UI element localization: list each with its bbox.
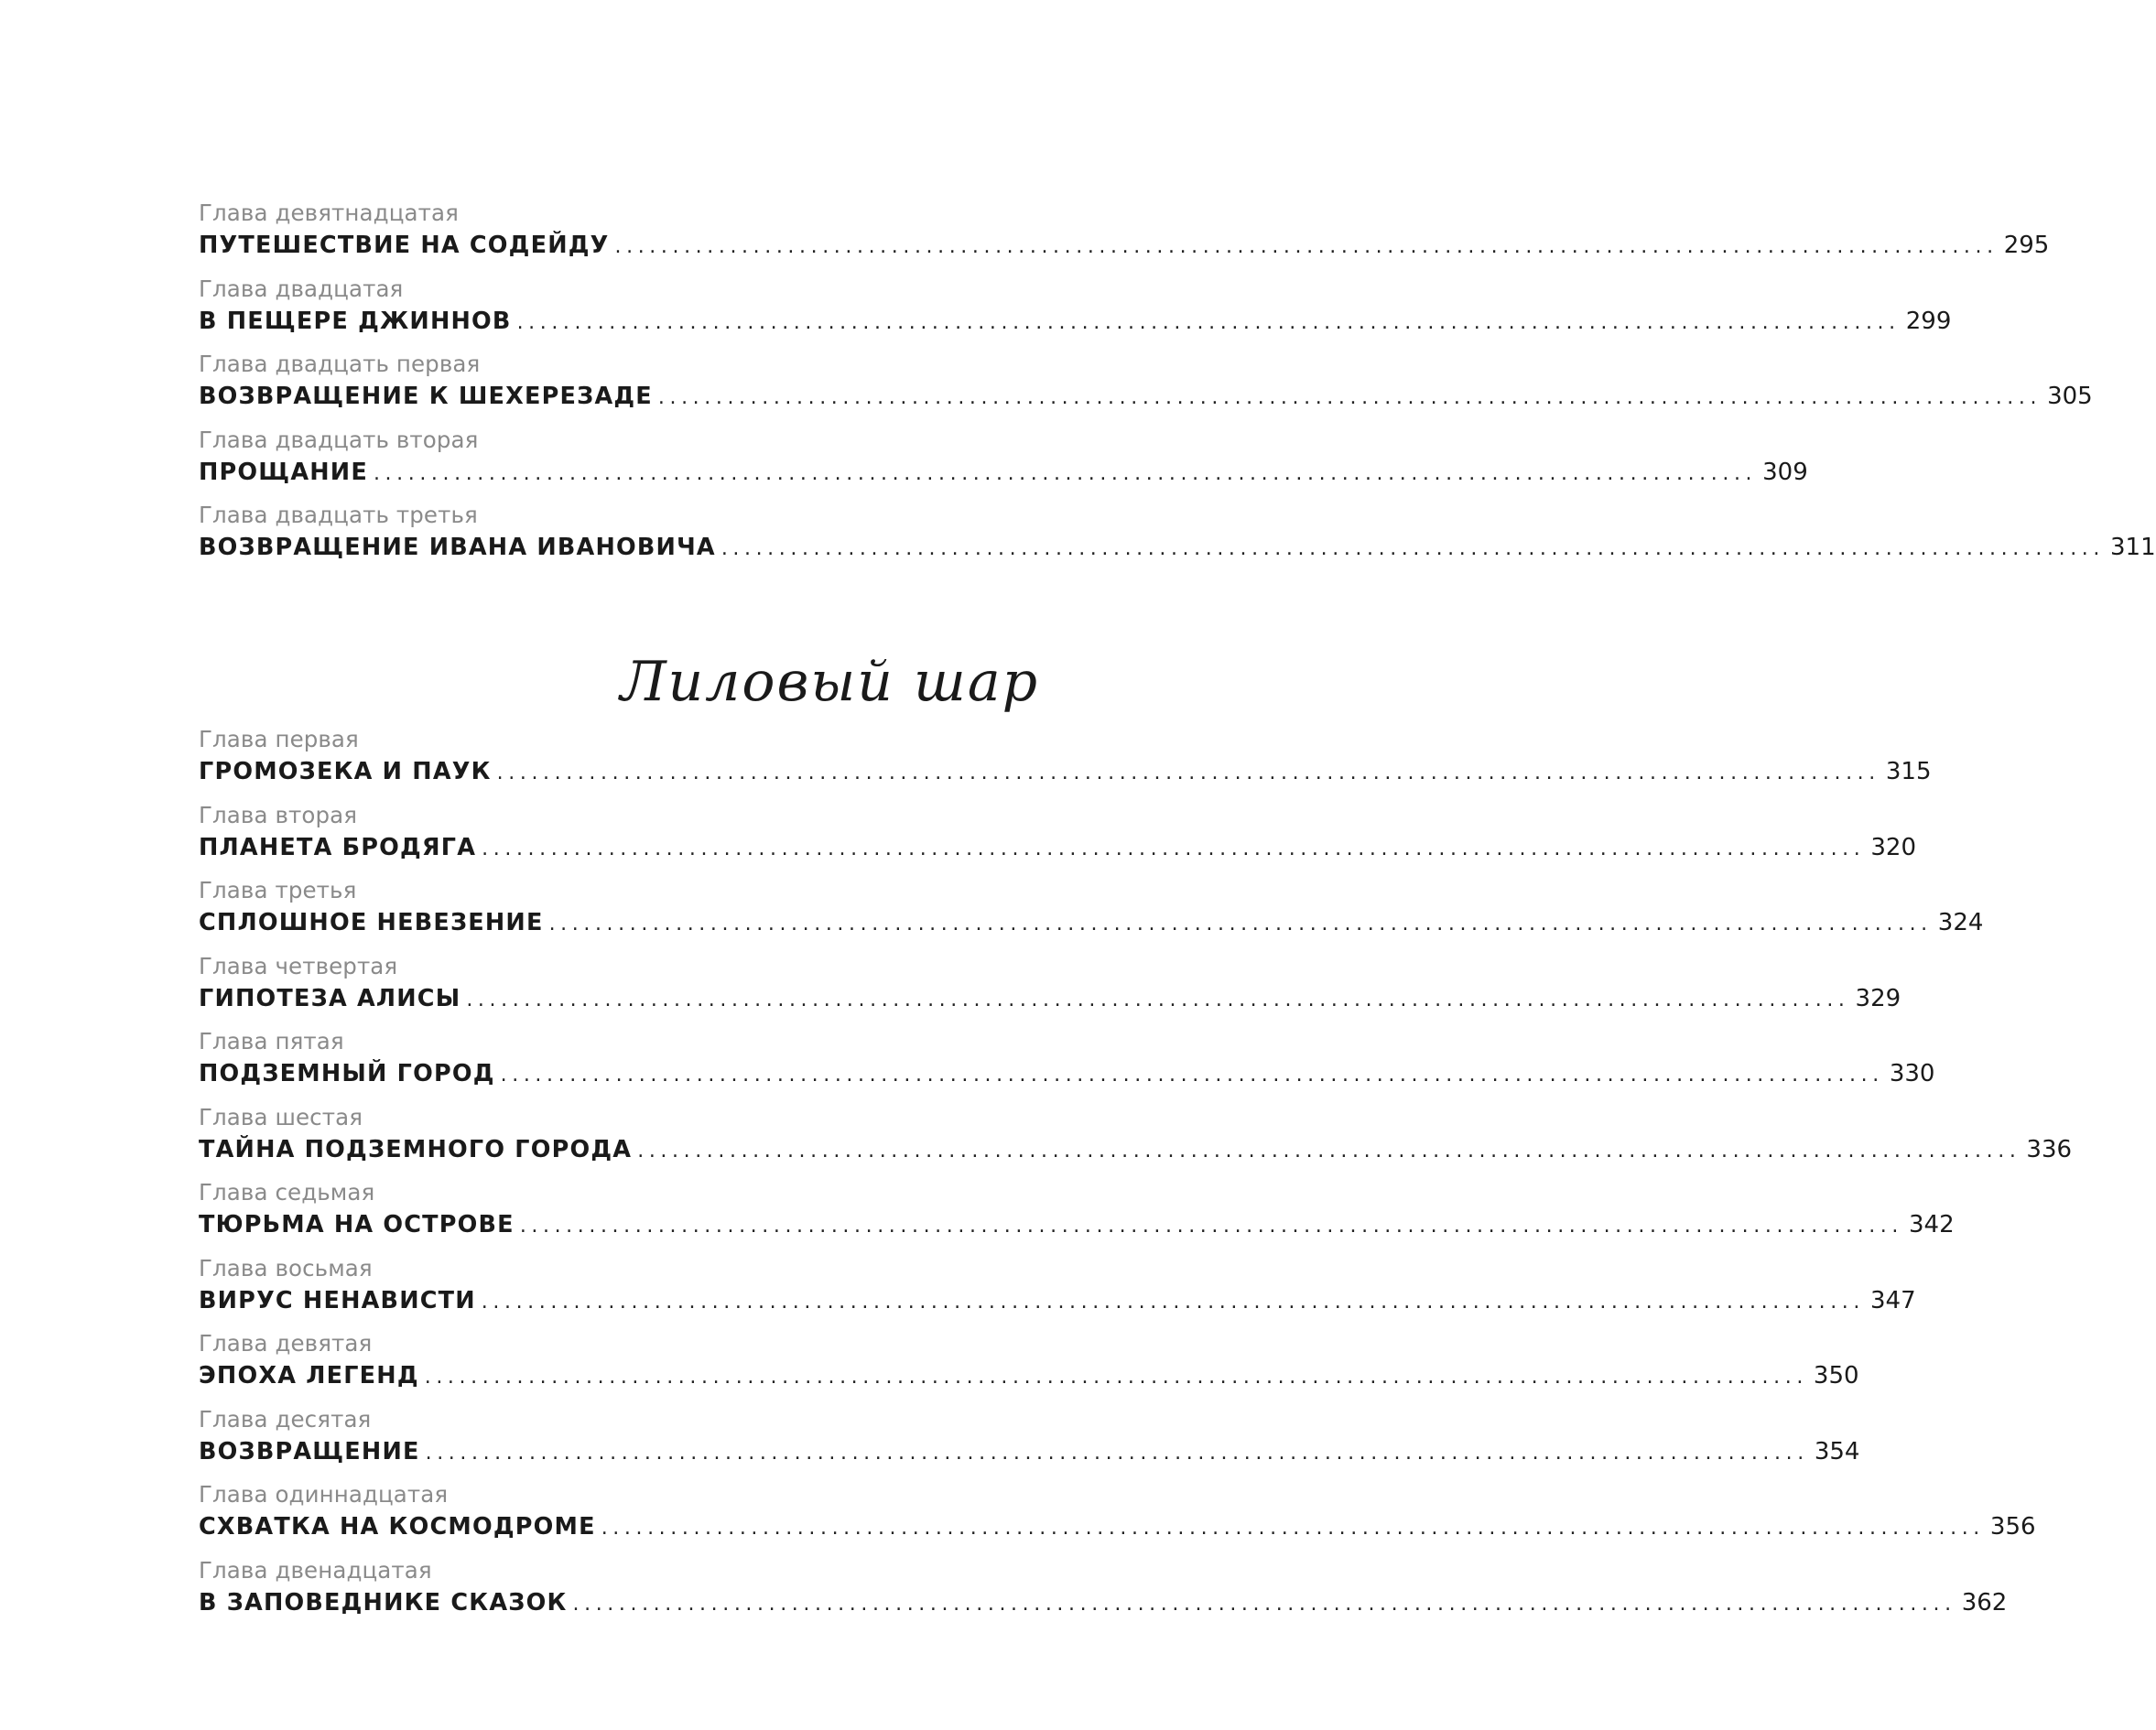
chapter-title: СПЛОШНОЕ НЕВЕЗЕНИЕ xyxy=(199,909,544,936)
toc-section-previous-part xyxy=(199,200,2156,578)
chapter-line xyxy=(199,753,1932,790)
dot-leader: ........................................................................................................................ xyxy=(500,1064,1884,1087)
chapter-number: Глава двадцатая xyxy=(199,275,404,302)
dot-leader: ........................................................................................................................ xyxy=(548,913,1933,935)
chapter-number: Глава одиннадцатая xyxy=(199,1481,449,1508)
page-number: 305 xyxy=(2047,383,2093,410)
toc-entry[interactable] xyxy=(199,1179,1955,1255)
page-number: 330 xyxy=(1889,1060,1935,1087)
chapter-number: Глава четвертая xyxy=(199,952,398,979)
chapter-line xyxy=(199,227,2050,264)
page-number: 309 xyxy=(1762,458,1808,486)
chapter-line xyxy=(199,1282,1916,1319)
chapter-number: Глава шестая xyxy=(199,1103,363,1130)
toc-entry[interactable] xyxy=(199,801,1916,878)
chapter-number: Глава восьмая xyxy=(199,1254,373,1281)
dot-leader: ........................................................................................................................ xyxy=(657,386,2042,409)
chapter-title: В ПЕЩЕРЕ ДЖИННОВ xyxy=(199,307,512,335)
chapter-line xyxy=(199,1433,1860,1470)
page-number: 315 xyxy=(1885,758,1932,785)
dot-leader: ........................................................................................................................ xyxy=(637,1139,2021,1162)
page-number: 356 xyxy=(1989,1513,2036,1541)
dot-leader: ........................................................................................................................ xyxy=(496,762,1880,784)
chapter-title: ГРОМОЗЕКА И ПАУК xyxy=(199,758,492,785)
toc-entry[interactable] xyxy=(199,1556,2008,1633)
chapter-title: ПОДЗЕМНЫЙ ГОРОД xyxy=(199,1060,495,1087)
chapter-title: ВОЗВРАЩЕНИЕ ИВАНА ИВАНОВИЧА xyxy=(199,534,716,561)
dot-leader: ........................................................................................................................ xyxy=(373,461,1758,485)
toc-entry[interactable] xyxy=(199,952,1901,1029)
chapter-title: В ЗАПОВЕДНИКЕ СКАЗОК xyxy=(199,1588,568,1616)
chapter-number: Глава двадцать первая xyxy=(199,351,481,377)
chapter-title: ГИПОТЕЗА АЛИСЫ xyxy=(199,984,461,1012)
page-number: 329 xyxy=(1855,984,1901,1012)
chapter-line xyxy=(199,378,2093,415)
toc-entry[interactable] xyxy=(199,1330,1859,1406)
chapter-number: Глава девятнадцатая xyxy=(199,200,459,226)
chapter-title: СХВАТКА НА КОСМОДРОМЕ xyxy=(199,1513,596,1541)
chapter-line xyxy=(199,980,1901,1017)
dot-leader: ........................................................................................................................ xyxy=(519,1215,1903,1238)
toc-entry[interactable] xyxy=(199,426,1808,503)
dot-leader: ........................................................................................................................ xyxy=(720,537,2105,560)
dot-leader: ........................................................................................................................ xyxy=(516,310,1901,334)
toc-entry[interactable] xyxy=(199,726,1932,802)
dot-leader: ........................................................................................................................ xyxy=(614,235,1999,258)
chapter-title: ТАЙНА ПОДЗЕМНОГО ГОРОДА xyxy=(199,1135,633,1163)
chapter-number: Глава седьмая xyxy=(199,1179,375,1206)
toc-entry[interactable] xyxy=(199,1028,1935,1104)
chapter-title: ПЛАНЕТА БРОДЯГА xyxy=(199,833,477,861)
page-number: 336 xyxy=(2026,1135,2073,1163)
chapter-title: ВИРУС НЕНАВИСТИ xyxy=(199,1286,476,1314)
chapter-line xyxy=(199,1206,1955,1243)
chapter-number: Глава десятая xyxy=(199,1405,372,1433)
chapter-number: Глава вторая xyxy=(199,801,358,828)
dot-leader: ........................................................................................................................ xyxy=(572,1592,1956,1616)
chapter-line xyxy=(199,1131,2073,1168)
page-number: 347 xyxy=(1869,1286,1916,1314)
toc-entry[interactable] xyxy=(199,502,2156,578)
page-number: 299 xyxy=(1905,307,1952,335)
toc-entry[interactable] xyxy=(199,275,1952,351)
page-number: 311 xyxy=(2110,534,2156,561)
dot-leader: ........................................................................................................................ xyxy=(425,1441,1809,1465)
dot-leader: ........................................................................................................................ xyxy=(466,988,1850,1011)
chapter-number: Глава пятая xyxy=(199,1028,344,1054)
toc-entry[interactable] xyxy=(199,1103,2073,1180)
chapter-number: Глава девятая xyxy=(199,1330,373,1357)
chapter-line xyxy=(199,1357,1859,1394)
chapter-line xyxy=(199,1584,2008,1621)
chapter-line xyxy=(199,829,1916,866)
page-number: 320 xyxy=(1870,833,1916,861)
page-number: 342 xyxy=(1909,1211,1955,1238)
dot-leader: ........................................................................................................................ xyxy=(481,1290,1865,1314)
chapter-number: Глава двадцать вторая xyxy=(199,426,479,453)
chapter-number: Глава двенадцатая xyxy=(199,1556,432,1584)
toc-entry[interactable] xyxy=(199,877,1984,953)
dot-leader: ........................................................................................................................ xyxy=(424,1366,1808,1389)
chapter-title: ТЮРЬМА НА ОСТРОВЕ xyxy=(199,1211,515,1238)
page-number: 362 xyxy=(1961,1588,2008,1616)
dot-leader: ........................................................................................................................ xyxy=(482,837,1866,860)
toc-entry[interactable] xyxy=(199,1405,1860,1482)
chapter-line xyxy=(199,454,1808,491)
part-title: Лиловый шар xyxy=(620,650,1039,714)
chapter-line xyxy=(199,303,1952,340)
chapter-line xyxy=(199,1508,2036,1545)
chapter-line xyxy=(199,529,2156,566)
chapter-number: Глава третья xyxy=(199,877,357,903)
dot-leader: ........................................................................................................................ xyxy=(601,1517,1985,1540)
toc-section-lilac-ball xyxy=(199,726,2073,1632)
page-number: 354 xyxy=(1814,1437,1860,1465)
toc-entry[interactable] xyxy=(199,200,2050,276)
chapter-title: ПУТЕШЕСТВИЕ НА СОДЕЙДУ xyxy=(199,232,610,259)
toc-entry[interactable] xyxy=(199,1254,1916,1331)
chapter-title: ЭПОХА ЛЕГЕНД xyxy=(199,1362,419,1389)
chapter-title: ПРОЩАНИЕ xyxy=(199,458,368,486)
chapter-number: Глава первая xyxy=(199,726,359,752)
toc-entry[interactable] xyxy=(199,1481,2036,1557)
chapter-number: Глава двадцать третья xyxy=(199,502,478,528)
chapter-line xyxy=(199,1055,1935,1092)
page-number: 350 xyxy=(1813,1362,1859,1389)
chapter-line xyxy=(199,904,1984,941)
toc-entry[interactable] xyxy=(199,351,2093,427)
page-number: 324 xyxy=(1937,909,1984,936)
chapter-title: ВОЗВРАЩЕНИЕ К ШЕХЕРЕЗАДЕ xyxy=(199,383,653,410)
chapter-title: ВОЗВРАЩЕНИЕ xyxy=(199,1437,420,1465)
page-number: 295 xyxy=(2003,232,2050,259)
